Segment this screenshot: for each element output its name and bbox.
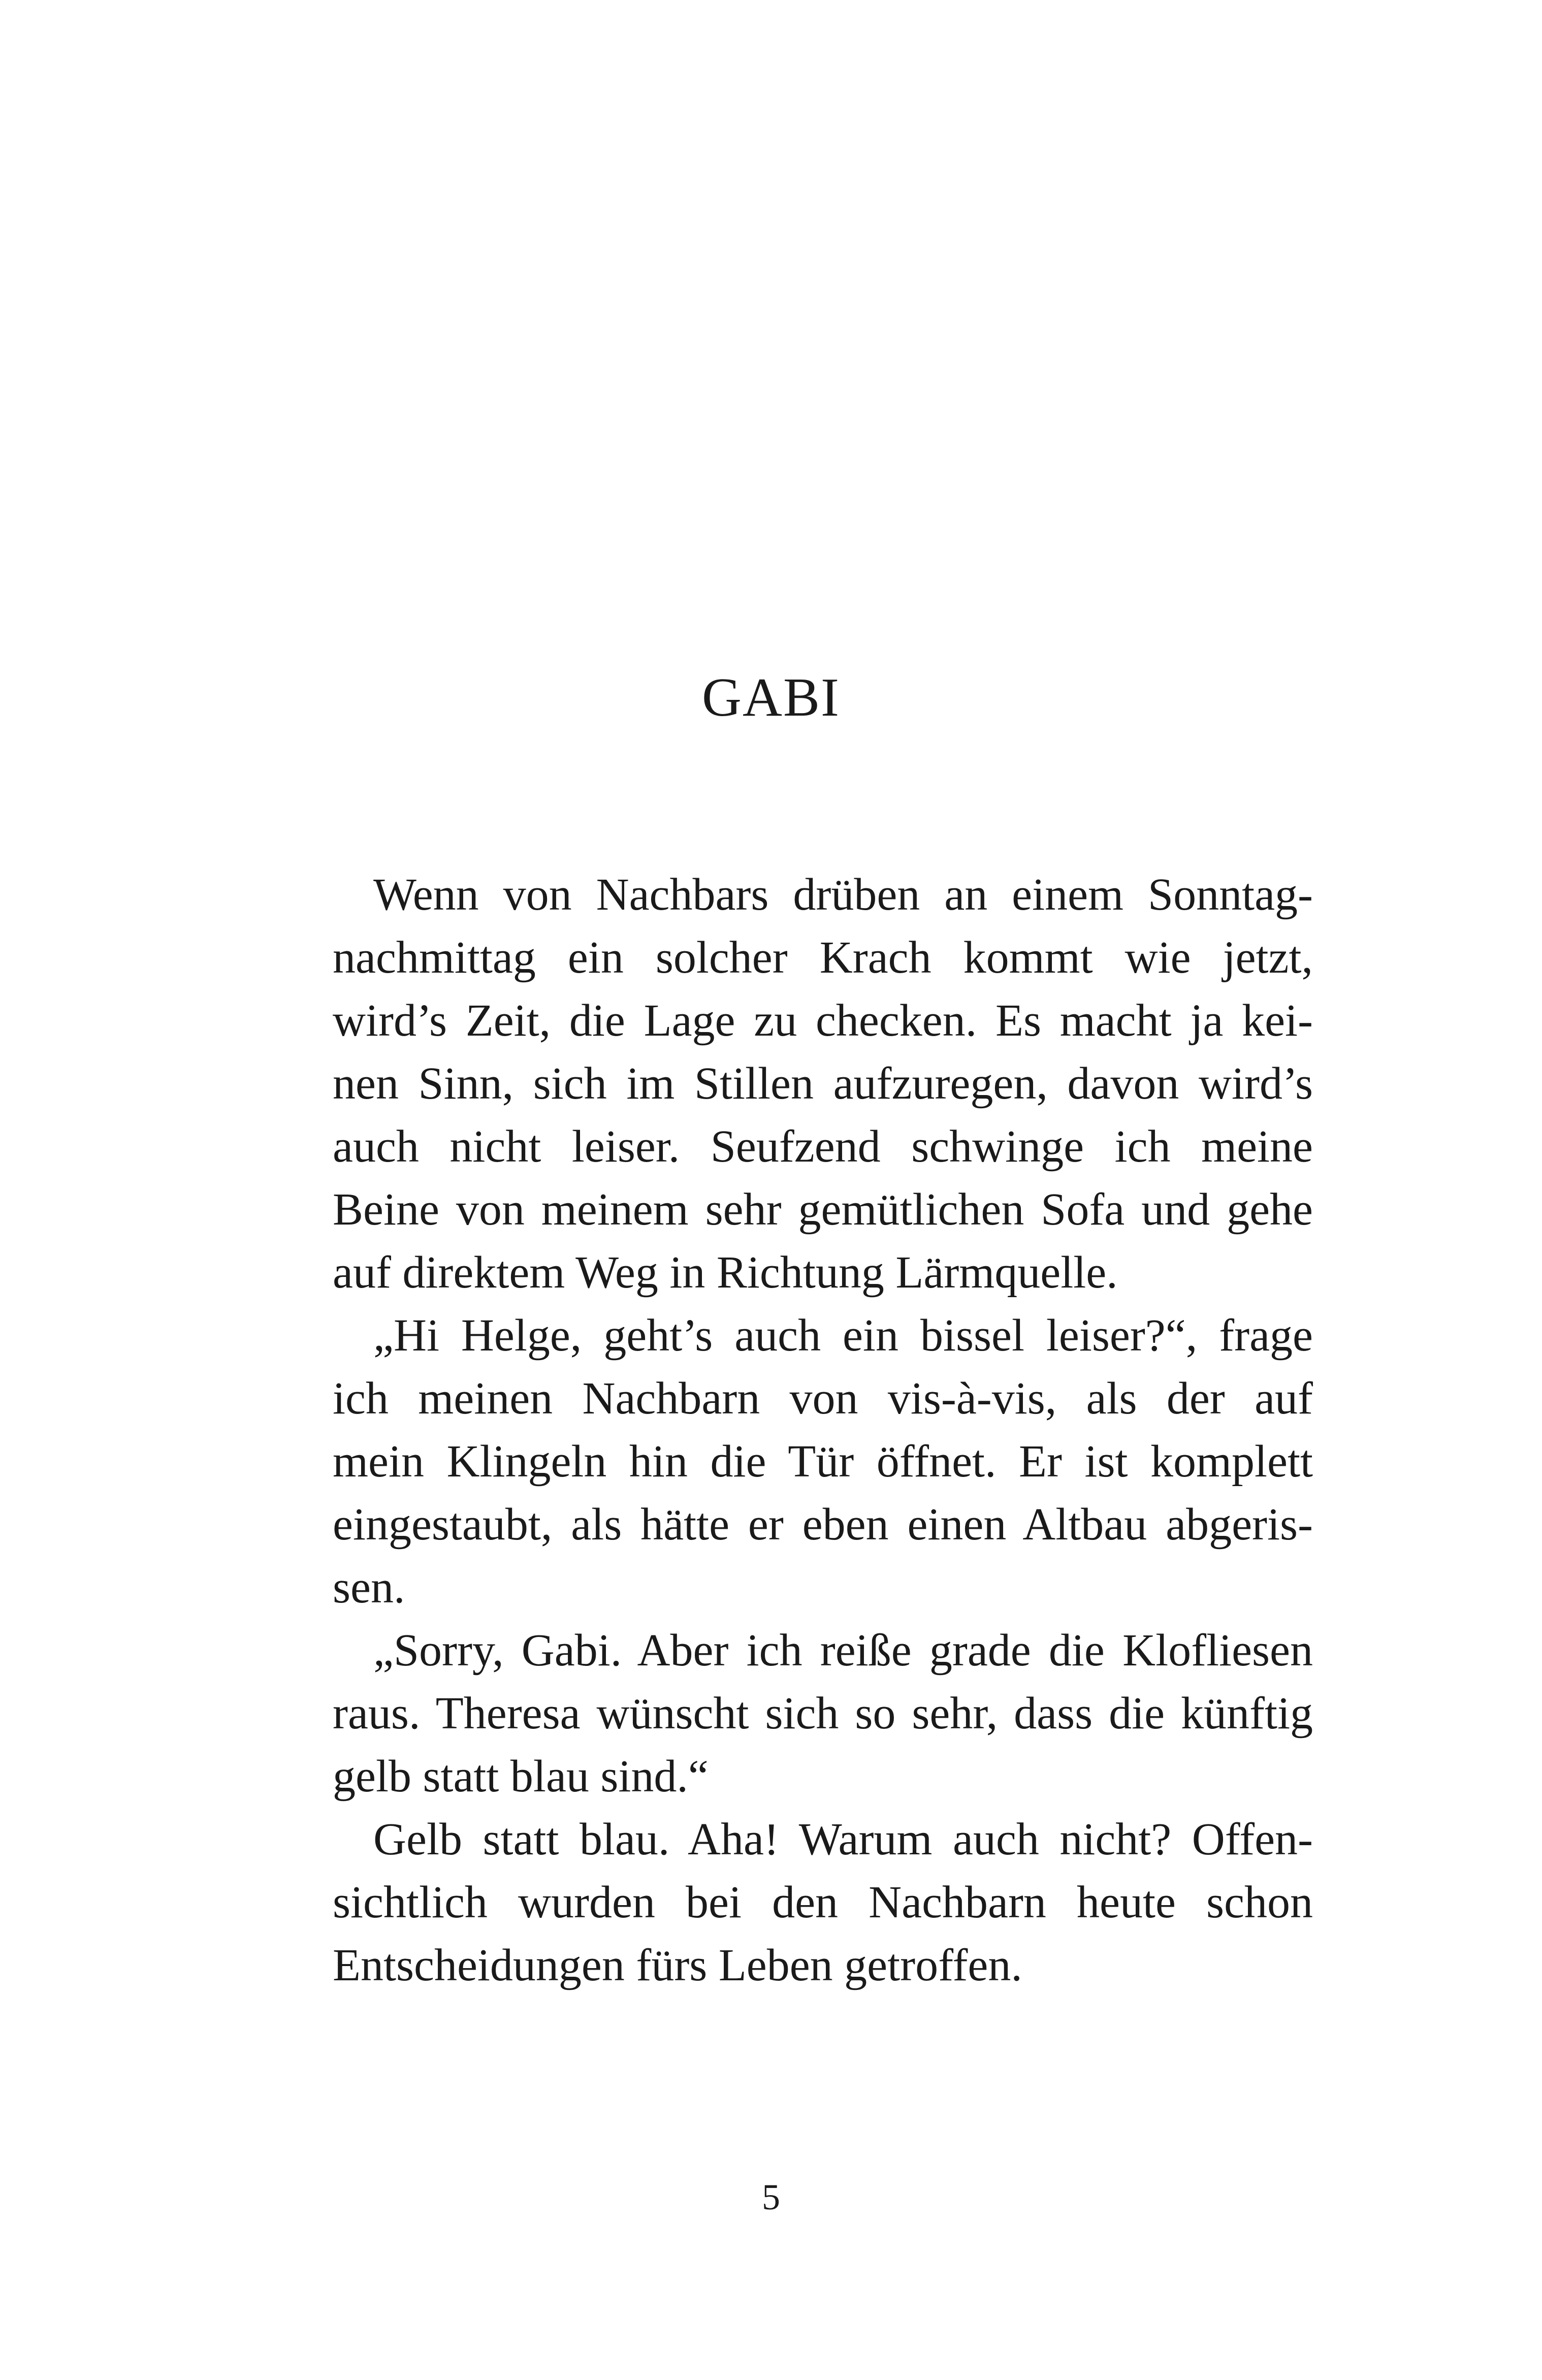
paragraph-1-line-4: nen Sinn, sich im Stillen aufzuregen, davon wird’s	[333, 1058, 1313, 1109]
paragraph-3-line-3: gelb statt blau sind.“	[333, 1751, 709, 1802]
paragraph-2-line-1: „Hi Helge, geht’s auch ein bissel leiser?“, frage	[373, 1310, 1313, 1361]
paragraph-1-line-6: Beine von meinem sehr gemütlichen Sofa und gehe	[333, 1184, 1313, 1235]
paragraph-1-line-1: Wenn von Nachbars drüben an einem Sonntag-	[373, 870, 1313, 920]
paragraph-4-line-3: Entscheidungen fürs Leben getroffen.	[333, 1940, 1022, 1990]
page-number: 5	[762, 2177, 780, 2217]
paragraph-2-line-3: mein Klingeln hin die Tür öffnet. Er ist komplett	[333, 1436, 1313, 1487]
paragraph-3-line-2: raus. Theresa wünscht sich so sehr, dass die künftig	[333, 1688, 1313, 1739]
paragraph-4-line-2: sichtlich wurden bei den Nachbarn heute schon	[333, 1877, 1313, 1927]
paragraph-2-line-5: sen.	[333, 1562, 405, 1613]
body-text	[333, 863, 1313, 1997]
paragraph-2-line-4: eingestaubt, als hätte er eben einen Altbau abgeris-	[333, 1499, 1313, 1550]
paragraph-3-line-1: „Sorry, Gabi. Aber ich reiße grade die Klofliesen	[373, 1625, 1313, 1676]
paragraph-1-line-2: nachmittag ein solcher Krach kommt wie jetzt,	[333, 932, 1313, 983]
paragraph-1-line-3: wird’s Zeit, die Lage zu checken. Es macht ja kei-	[333, 995, 1313, 1046]
chapter-title: GABI	[702, 667, 840, 728]
paragraph-1-line-5: auch nicht leiser. Seufzend schwinge ich meine	[333, 1121, 1313, 1172]
paragraph-2-line-2: ich meinen Nachbarn von vis-à-vis, als der auf	[333, 1373, 1313, 1424]
paragraph-4-line-1: Gelb statt blau. Aha! Warum auch nicht? Offen-	[373, 1814, 1313, 1864]
paragraph-1-line-7: auf direktem Weg in Richtung Lärmquelle.	[333, 1247, 1118, 1298]
